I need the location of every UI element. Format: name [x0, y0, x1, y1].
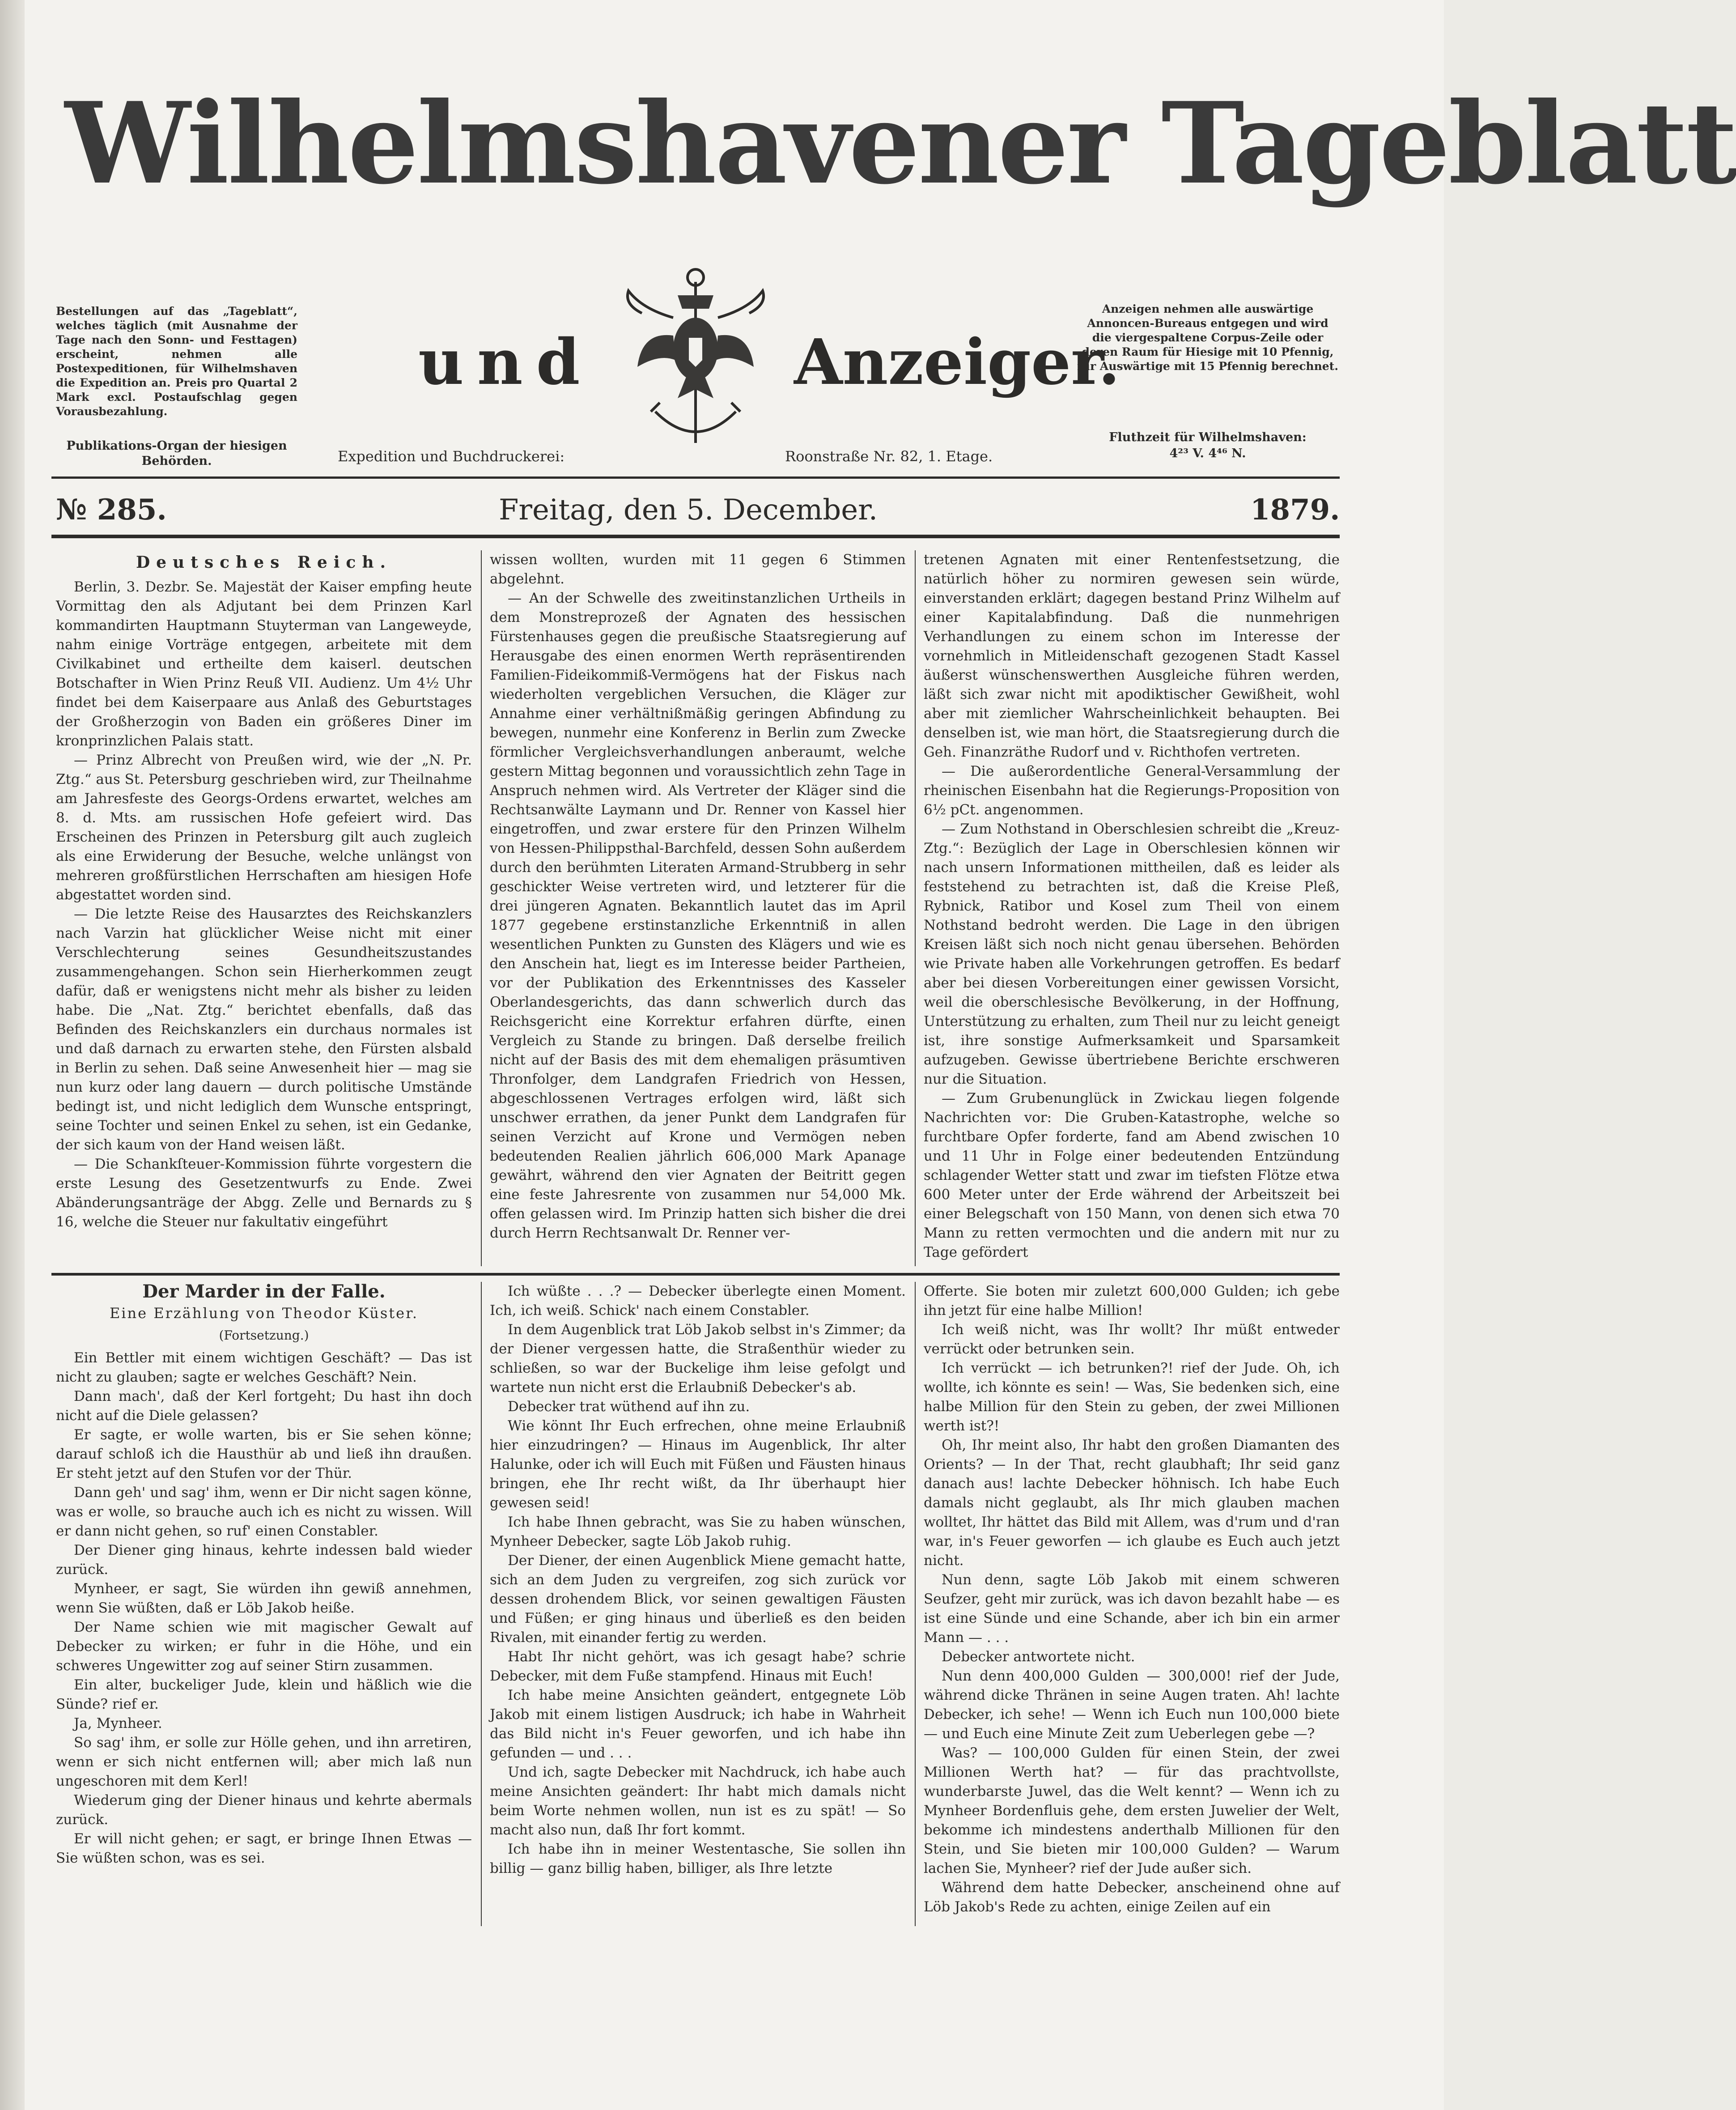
serial-paragraph: Ich habe ihn in meiner Westentasche, Sie sollen ihn billig — ganz billig haben, billiger, als Ihre letzte: [490, 1841, 906, 1876]
column-divider: [915, 1282, 916, 1926]
news-paragraph: — Prinz Albrecht von Preußen wird, wie der „N. Pr. Ztg.“ aus St. Petersburg geschrieben wird, zur Theilnahme am Jahresfeste des Georgs-Ordens erwartet, welches am 8. d. Mts. am russischen Hofe gefeiert wird. Das Erscheinen des Prinzen in Petersburg gilt auch zugleich als eine Erwiderung der Besuche, welche unlängst von mehreren großfürstlichen Herrschaften am hiesigen Hofe abgestattet worden sind.: [56, 752, 472, 903]
serial-paragraph: Der Name schien wie mit magischer Gewalt auf Debecker zu wirken; er fuhr in die Höhe, und ein schweres Ungewitter zog auf seiner Stirn zusammen.: [56, 1619, 472, 1674]
serial-paragraph: Ja, Mynheer.: [74, 1715, 162, 1731]
serial-subtitle: Eine Erzählung von Theodor Küster.: [109, 1305, 419, 1322]
serial-paragraph: Habt Ihr nicht gehört, was ich gesagt habe? schrie Debecker, mit dem Fuße stampfend. Hinaus mit Euch!: [490, 1649, 906, 1684]
serial-paragraph: Ein alter, buckeliger Jude, klein und häßlich wie die Sünde? rief er.: [56, 1677, 472, 1712]
newspaper-page: [25, 0, 1736, 2110]
feuilleton-rule: [51, 1273, 1340, 1276]
publication-organ: Publikations-Organ der hiesigen Behörden.: [66, 439, 287, 468]
serial-paragraph: Ein Bettler mit einem wichtigen Geschäft? — Das ist nicht zu glauben; sagte er welches Geschäft? Nein.: [56, 1350, 472, 1385]
serial-paragraph: Ich verrückt — ich betrunken?! rief der Jude. Oh, ich wollte, ich könnte es sein! — Was, Sie bedenken sich, eine halbe Million für den Stein zu geben, der zwei Millionen werth ist?!: [924, 1360, 1340, 1434]
eagle-anchor-emblem-icon: [624, 264, 767, 456]
news-paragraph: Berlin, 3. Dezbr. Se. Majestät der Kaiser empfing heute Vormittag den als Adjutant bei dem Prinzen Karl kommandirten Hauptmann Stuyterman van Langeweyde, nahm einige Vorträge entgegen, arbeitete mit dem Civilkabinet und ertheilte dem kaiserl. deutschen Botschafter in Wien Prinz Reuß VII. Audienz. Um 4½ Uhr findet bei dem Kaiserpaare aus Anlaß des Geburtstages der Großherzogin von Baden ein größeres Diner im kronprinzlichen Palais statt.: [56, 579, 472, 749]
serial-paragraph: Dann mach', daß der Kerl fortgeht; Du hast ihn doch nicht auf die Diele gelassen?: [56, 1388, 472, 1424]
column-divider: [481, 1282, 482, 1926]
book-spine-shadow: [0, 0, 25, 2110]
advertising-note: Anzeigen nehmen alle auswärtige Annoncen-Bureaus entgegen und wird die viergespaltene Corpus-Zeile oder deren Raum für Hiesige mit 10 Pfennig, für Auswärtige mit 15 Pfennig berechnet.: [1077, 302, 1338, 373]
column-divider: [915, 550, 916, 1266]
serial-column-1: [56, 1282, 472, 1926]
serial-paragraph: Ich weiß nicht, was Ihr wollt? Ihr müßt entweder verrückt oder betrunken sein.: [924, 1322, 1340, 1357]
serial-paragraph: Mynheer, er sagt, Sie würden ihn gewiß annehmen, wenn Sie wüßten, daß er Löb Jakob heiße.: [56, 1581, 472, 1616]
serial-paragraph: Wie könnt Ihr Euch erfrechen, ohne meine Erlaubniß hier einzudringen? — Hinaus im Augenblick, Ihr alter Halunke, oder ich will Euch mit Füßen und Fäusten hinaus bringen, ehe Ihr recht wißt, da Ihr überhaupt hier gewesen seid!: [490, 1418, 906, 1511]
serial-paragraph: Debecker antwortete nicht.: [942, 1649, 1135, 1665]
flood-time-label: Fluthzeit für Wilhelmshaven:: [1109, 430, 1307, 444]
serial-paragraph: Oh, Ihr meint also, Ihr habt den großen Diamanten des Orients? — In der That, recht glaubhaft; Ihr seid ganz danach aus! lachte Debecker höhnisch. Ich habe Euch damals nicht geglaubt, als Ihr mich glauben machen wolltet, Ihr hättet das Bild mit Allem, was d'rum und d'ran war, in's Feuer geworfen — ich glaube es Euch auch jetzt nicht.: [924, 1437, 1340, 1569]
serial-paragraph: Debecker trat wüthend auf ihn zu.: [508, 1399, 750, 1415]
news-paragraph: — Die letzte Reise des Hausarztes des Reichskanzlers nach Varzin hat glücklicher Weise nicht mit einer Verschlechterung seines Gesundheitszustandes zusammengehangen. Schon sein Hierherkommen zeugt dafür, daß er wenigstens nicht mehr als bisher zu leiden habe. Die „Nat. Ztg.“ berichtet ebenfalls, daß das Befinden des Reichskanzlers ein durchaus normales ist und daß darnach zu erwarten stehe, den Fürsten alsbald in Berlin zu sehen. Daß seine Anwesenheit hier — mag sie nun kurz oder lang dauern — durch politische Umstände bedingt ist, und nicht lediglich dem Wunsche entspringt, seine Tochter und seinen Enkel zu sehen, ist ein Gedanke, der sich kaum von der Hand weisen läßt.: [56, 906, 472, 1153]
masthead-anzeiger: Anzeiger.: [794, 326, 1120, 399]
serial-paragraph: Was? — 100,000 Gulden für einen Stein, der zwei Millionen Werth hat? — für das prachtvollste, wunderbarste Juwel, das die Welt kennt? — Wenn ich zu Mynheer Bordenfluis gehe, dem ersten Juwelier der Welt, bekomme ich mindestens anderthalb Millionen für den Stein, und Sie bieten mir 100,000 Gulden? — Warum lachen Sie, Mynheer? rief der Jude außer sich.: [924, 1745, 1340, 1876]
header-rule-bottom: [51, 535, 1340, 538]
news-paragraph: — Die Schankſteuer-Kommission führte vorgestern die erste Lesung des Gesetzentwurfs zu Ende. Zwei Abänderungsanträge der Abgg. Zelle und Bernards zu § 16, welche die Steuer nur fakultativ eingeführt: [56, 1156, 472, 1230]
flood-time-block: [1076, 430, 1340, 462]
news-paragraph: wissen wollten, wurden mit 11 gegen 6 Stimmen abgelehnt.: [490, 552, 906, 587]
section-heading: Deutsches Reich.: [136, 553, 392, 572]
serial-paragraph: In dem Augenblick trat Löb Jakob selbst in's Zimmer; da der Diener vergessen hatte, die Straßenthür wieder zu schließen, so war der Buckelige ihm leise gefolgt und wartete nun nicht erst die Erlaubniß Debecker's ab.: [490, 1322, 906, 1395]
address-label: Roonstraße Nr. 82, 1. Etage.: [785, 448, 993, 465]
serial-paragraph: Dann geh' und sag' ihm, wenn er Dir nicht sagen könne, was er wolle, so brauche auch ich es nicht zu wissen. Will er dann nicht gehen, so ruf' einen Constabler.: [56, 1485, 472, 1539]
subscription-note: Bestellungen auf das „Tageblatt“, welches täglich (mit Ausnahme der Tage nach den Sonn- und Festtagen) erscheint, nehmen alle Postexpeditionen, für Wilhelmshaven die Expedition an. Preis pro Quartal 2 Mark excl. Postaufschlag gegen Vorausbezahlung.: [56, 305, 297, 418]
column-divider: [481, 550, 482, 1266]
serial-paragraph: Offerte. Sie boten mir zuletzt 600,000 Gulden; ich gebe ihn jetzt für eine halbe Million!: [924, 1283, 1340, 1319]
serial-paragraph: Und ich, sagte Debecker mit Nachdruck, ich habe auch meine Ansichten geändert: Ihr habt mich damals nicht beim Worte nehmen wollen, nun ist es zu spät! — So macht also nun, daß Ihr fort kommt.: [490, 1764, 906, 1838]
issue-year: 1879.: [1250, 493, 1340, 527]
serial-paragraph: Der Diener ging hinaus, kehrte indessen bald wieder zurück.: [56, 1542, 472, 1578]
issue-date: Freitag, den 5. December.: [499, 493, 878, 527]
serial-paragraph: Ich habe Ihnen gebracht, was Sie zu haben wünschen, Mynheer Debecker, sagte Löb Jakob ruhig.: [490, 1514, 906, 1549]
serial-paragraph: Ich wüßte . . .? — Debecker überlegte einen Moment. Ich, ich weiß. Schick' nach einem Constabler.: [490, 1283, 906, 1319]
serial-paragraph: Er sagte, er wolle warten, bis er Sie sehen könne; darauf schloß ich die Hausthür ab und ließ ihn draußen. Er steht jetzt auf den Stufen vor der Thür.: [56, 1427, 472, 1481]
serial-column-2: [490, 1282, 906, 1926]
news-paragraph: — Zum Nothstand in Oberschlesien schreibt die „Kreuz-Ztg.“: Bezüglich der Lage in Oberschlesien können wir nach unsern Informationen mittheilen, daß es leider als feststehend zu betrachten ist, daß die Kreise Pleß, Rybnick, Ratibor und Kosel zum Theil von einem Nothstand bedroht werden. Die Lage in den übrigen Kreisen läßt sich noch nicht genau übersehen. Behörden wie Private haben alle Vorkehrungen getroffen. Es bedarf aber bei diesen Vorbereitungen einer gewissen Vorsicht, weil die oberschlesische Bevölkerung, in der Hoffnung, Unterstützung zu erhalten, zum Theil nur zu leicht geneigt ist, ihre sonstige Aufmerksamkeit und Sparsamkeit aufzugeben. Gewisse übertriebene Berichte erschweren nur die Situation.: [924, 821, 1340, 1087]
news-column-2: [490, 550, 906, 1266]
issue-number: № 285.: [56, 493, 167, 527]
news-paragraph: tretenen Agnaten mit einer Rentenfestsetzung, die natürlich höher zu normiren gewesen sein würde, einverstanden erklärt; dagegen bestand Prinz Wilhelm auf einer Kapitalabfindung. Daß die nunmehrigen Verhandlungen zu einem schon im Interesse der vornehmlich in Mitleidenschaft gezogenen Stadt Kassel äußerst wünschenswerthen Ausgleiche führen werden, läßt sich zwar nicht mit apodiktischer Gewißheit, wohl aber mit ziemlicher Wahrscheinlichkeit behaupten. Bei denselben ist, wie man hört, die Staatsregierung durch die Geh. Finanzräthe Rudorf und v. Richthofen vertreten.: [924, 552, 1340, 760]
serial-paragraph: Während dem hatte Debecker, anscheinend ohne auf Löb Jakob's Rede zu achten, einige Zeilen auf ein: [924, 1880, 1340, 1915]
expedition-label: Expedition und Buchdruckerei:: [338, 448, 565, 465]
serial-paragraph: Der Diener, der einen Augenblick Miene gemacht hatte, sich an dem Juden zu vergreifen, zog sich zurück vor dessen drohendem Blick, vor seinen gewaltigen Fäusten und Füßen; er ging hinaus und überließ es den beiden Rivalen, mit einander fertig zu werden.: [490, 1553, 906, 1646]
serial-paragraph: Ich habe meine Ansichten geändert, entgegnete Löb Jakob mit einem listigen Ausdruck; ich habe in Wahrheit das Bild nicht in's Feuer geworfen, und ich habe ihn gefunden — und . . .: [490, 1687, 906, 1761]
news-paragraph: — An der Schwelle des zweitinstanzlichen Urtheils in dem Monstreprozeß der Agnaten des hessischen Fürstenhauses gegen die preußische Staatsregierung auf Herausgabe des einen enormen Werth repräsentirenden Familien-Fideikommiß-Vermögens hat der Fiskus nach wiederholten vergeblichen Versuchen, die Kläger zur Annahme einer verhältnißmäßig geringen Abfindung zu bewegen, nunmehr eine Konferenz in Berlin zum Zwecke förmlicher Vergleichsverhandlungen anberaumt, welche gestern Mittag begonnen und voraussichtlich zehn Tage in Anspruch nehmen wird. Als Vertreter der Kläger sind die Rechtsanwälte Laymann und Dr. Renner von Kassel hier eingetroffen, und zwar erstere für den Prinzen Wilhelm von Hessen-Philippsthal-Barchfeld, dessen Sohn außerdem durch den berühmten Literaten Armand-Strubberg in sehr geschickter Weise vertreten wird, und letzterer für die drei jüngeren Agnaten. Bekanntlich lautet das im April 1877 gegebene erstinstanzliche Erkenntniß in allen wesentlichen Punkten zu Gunsten des Klägers und wie es den Anschein hat, liegt es im Interesse beider Partheien, vor der Publikation des Erkenntnisses des Kasseler Oberlandesgerichts, das dann schwerlich durch das Reichsgericht eine Korrektur erfahren dürfte, einen Vergleich zu Stande zu bringen. Daß derselbe freilich nicht auf der Basis des mit dem ehemaligen präsumtiven Thronfolger, dem Landgrafen Friedrich von Hessen, abgeschlossenen Vertrages erfolgen wird, läßt sich unschwer errathen, da jener Punkt dem Landgrafen für seinen Verzicht auf Krone und Vermögen neben bedeutenden Realien jährlich 606,000 Mark Apanage gewährt, während den vier Agnaten der Beitritt gegen eine feste Jahresrente von zusammen nur 54,000 Mk. offen gelassen wird. Im Prinzip hatten sich bisher die drei durch Herrn Rechtsanwalt Dr. Renner ver-: [490, 590, 906, 1241]
serial-paragraph: Er will nicht gehen; er sagt, er bringe Ihnen Etwas — Sie wüßten schon, was es sei.: [56, 1831, 472, 1866]
flood-time-value: 4²³ V. 4⁴⁶ N.: [1169, 447, 1246, 460]
serial-paragraph: Wiederum ging der Diener hinaus und kehrte abermals zurück.: [56, 1792, 472, 1828]
serial-paragraph: Nun denn, sagte Löb Jakob mit einem schweren Seufzer, geht mir zurück, was ich davon bezahlt habe — es ist eine Sünde und eine Schande, aber ich bin ein armer Mann — . . .: [924, 1572, 1340, 1646]
serial-column-3: [924, 1282, 1340, 1926]
news-column-3: [924, 550, 1340, 1266]
news-column-1: [56, 550, 472, 1266]
serial-title: Der Marder in der Falle.: [142, 1281, 386, 1302]
serial-paragraph: So sag' ihm, er solle zur Hölle gehen, und ihn arretiren, wenn er sich nicht entfernen will; aber mich laß nun ungeschoren mit dem Kerl!: [56, 1735, 472, 1789]
masthead-title: Wilhelmshavener Tageblatt: [65, 77, 1736, 209]
header-rule-top: [51, 476, 1340, 479]
serial-paragraph: Nun denn 400,000 Gulden — 300,000! rief der Jude, während dicke Thränen in seine Augen traten. Ah! lachte Debecker, ich sehe! — Wenn ich Euch nun 100,000 biete — und Euch eine Minute Zeit zum Ueberlegen gebe —?: [924, 1668, 1340, 1742]
serial-continuation: (Fortsetzung.): [219, 1328, 309, 1343]
news-paragraph: — Zum Grubenunglück in Zwickau liegen folgende Nachrichten vor: Die Gruben-Katastrophe, welche so furchtbare Opfer forderte, fand am Abend zwischen 10 und 11 Uhr in Folge einer bedeutenden Entzündung schlagender Wetter statt und zwar im tiefsten Flötze etwa 600 Meter unter der Erde während der Arbeitszeit bei einer Belegschaft von 150 Mann, von denen sich etwa 70 Mann zu retten vermochten und die andern mit nur zu Tage gefördert: [924, 1090, 1340, 1260]
masthead-und: und: [418, 326, 594, 399]
news-paragraph: — Die außerordentliche General-Versammlung der rheinischen Eisenbahn hat die Regierungs-Proposition von 6½ pCt. angenommen.: [924, 763, 1340, 818]
